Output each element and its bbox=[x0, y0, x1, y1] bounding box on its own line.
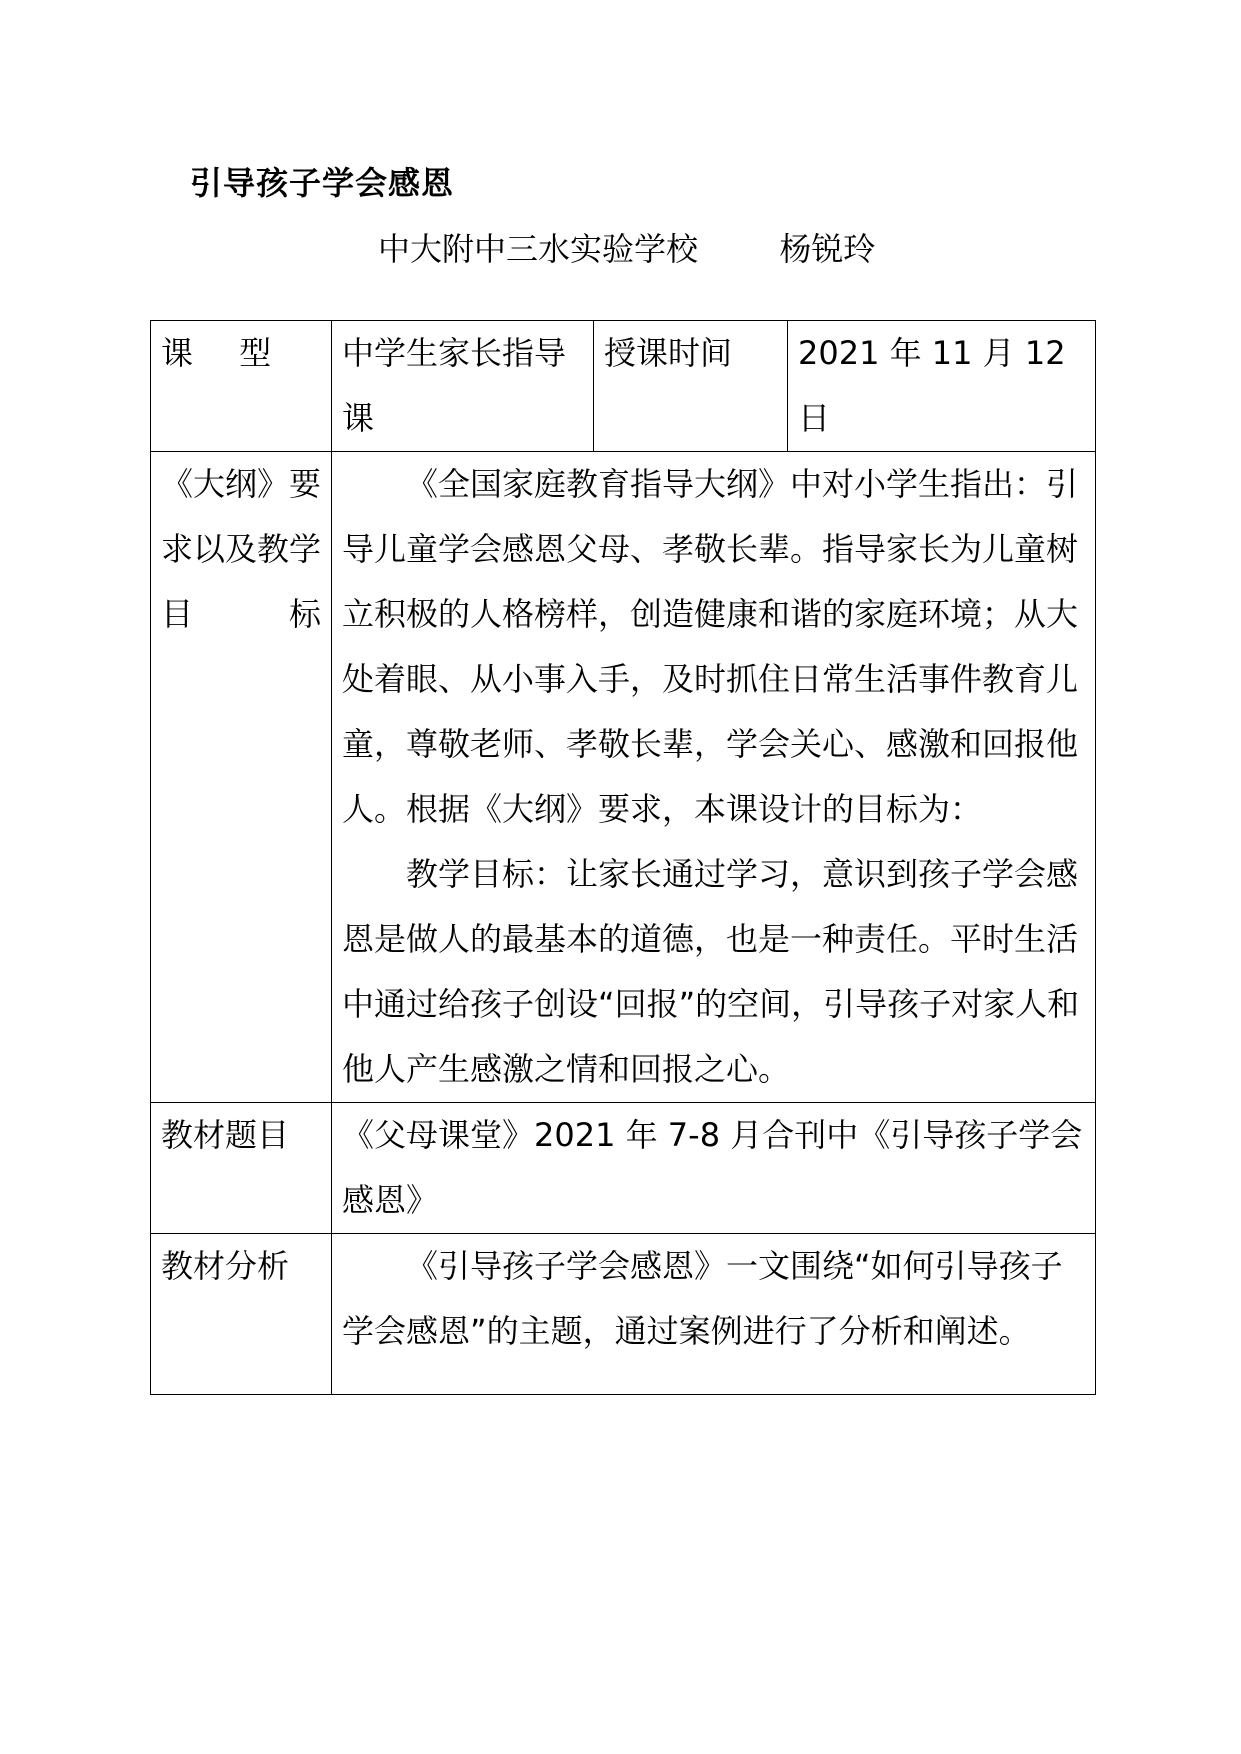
type-label: 课 型 bbox=[161, 334, 290, 372]
goal-paragraph: 教学目标：让家长通过学习，意识到孩子学会感恩是做人的最基本的道德，也是一种责任。平时生活中通过给孩子创设“回报”的空间，引导孩子对家人和他人产生感激之情和回报之心。 bbox=[342, 855, 1080, 1088]
analysis-paragraph: 《引导孩子学会感恩》一文围绕“如何引导孩子学会感恩”的主题，通过案例进行了分析和阐述。 bbox=[342, 1247, 1063, 1350]
document-title: 引导孩子学会感恩 bbox=[190, 164, 455, 202]
cell-outline-label bbox=[151, 452, 332, 1103]
cell-material-title-label: 教材题目 bbox=[151, 1103, 332, 1234]
lesson-plan-table bbox=[150, 320, 1096, 1395]
cell-time-value: 2021 年 11 月 12 日 bbox=[788, 321, 1096, 452]
cell-type-value: 中学生家长指导课 bbox=[332, 321, 594, 452]
outline-paragraph: 《全国家庭教育指导大纲》中对小学生指出：引导儿童学会感恩父母、孝敬长辈。指导家长为儿童树立积极的人格榜样，创造健康和谐的家庭环境；从大处着眼、从小事入手，及时抓住日常生活事件教育儿童，尊敬老师、孝敬长辈，学会关心、感激和回报他人。根据《大纲》要求，本课设计的目标为： bbox=[342, 465, 1079, 828]
table-row-material-title bbox=[151, 1103, 1096, 1234]
author-name: 杨锐玲 bbox=[779, 230, 876, 268]
table-row-material-analysis bbox=[151, 1234, 1096, 1395]
cell-material-analysis-label: 教材分析 bbox=[151, 1234, 332, 1395]
cell-outline-content bbox=[332, 452, 1096, 1103]
table-row-type bbox=[151, 321, 1096, 452]
table-row-outline bbox=[151, 452, 1096, 1103]
school-name: 中大附中三水实验学校 bbox=[378, 230, 699, 268]
outline-label: 《大纲》要求以及教学目标 bbox=[161, 465, 322, 633]
author-line bbox=[378, 224, 875, 270]
cell-material-title-value: 《父母课堂》2021 年 7-8 月合刊中《引导孩子学会感恩》 bbox=[332, 1103, 1096, 1234]
cell-material-analysis-value bbox=[332, 1234, 1096, 1395]
cell-type-label bbox=[151, 321, 332, 452]
cell-time-label: 授课时间 bbox=[594, 321, 788, 452]
